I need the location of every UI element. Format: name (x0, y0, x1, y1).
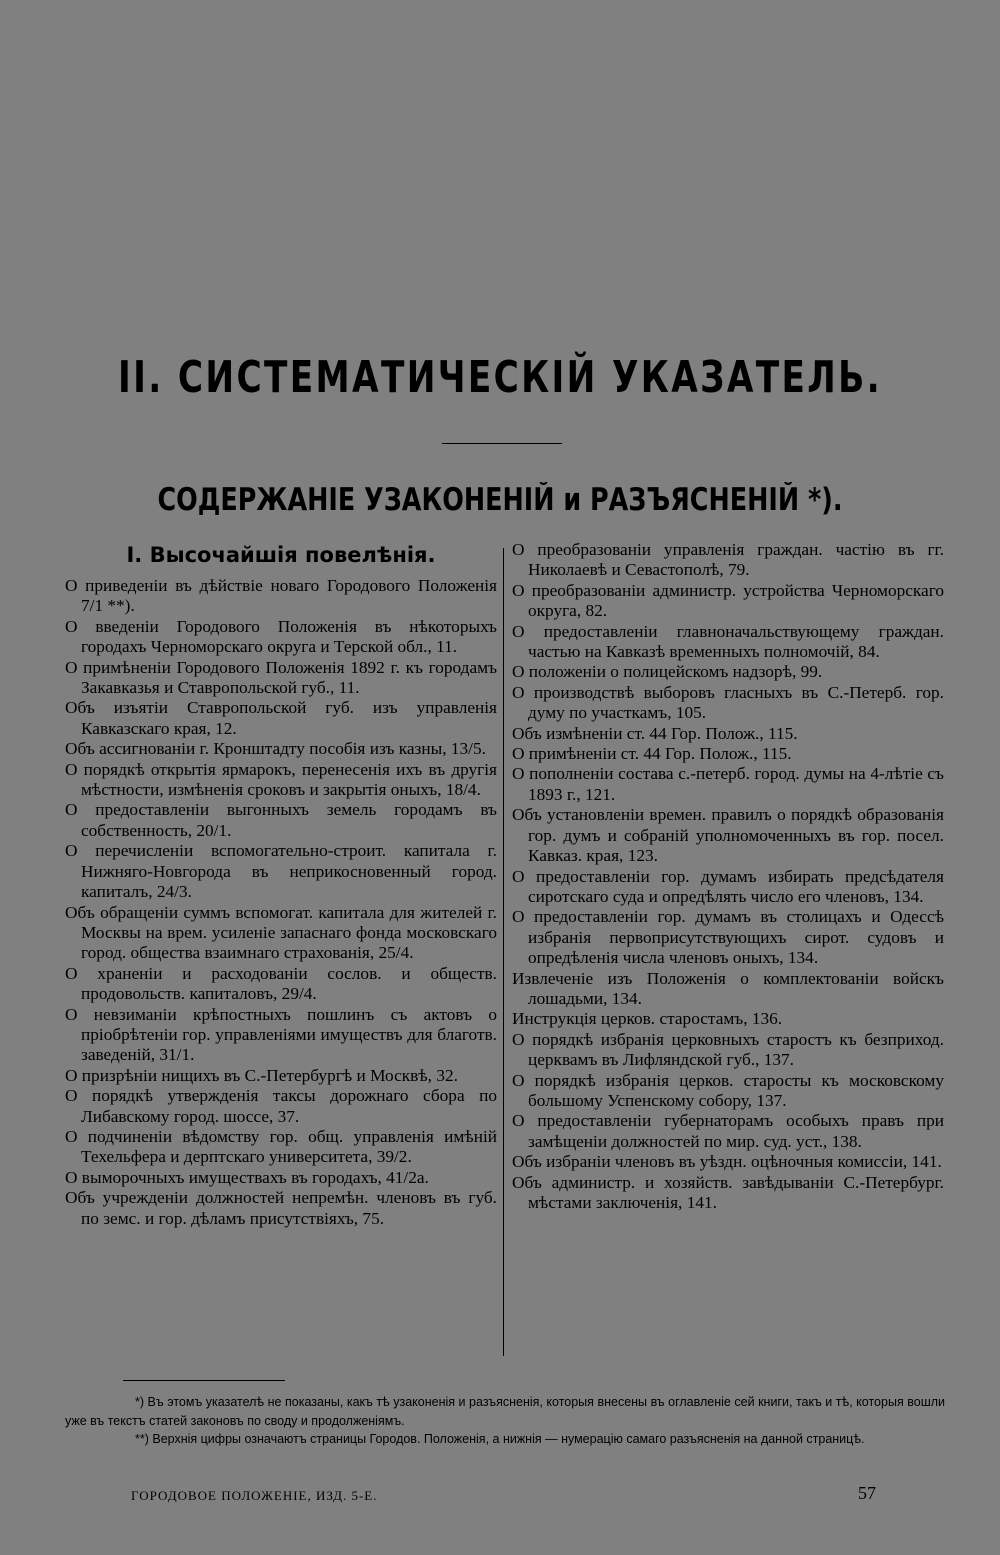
section-title: СОДЕРЖАНІЕ УЗАКОНЕНІЙ и РАЗЪЯСНЕНІЙ *). (157, 482, 843, 518)
index-entry: О перечисленіи вспомогательно-строит. капитала г. Нижняго-Новгорода въ неприкосновенный город. капиталъ, 24/3. (65, 841, 497, 902)
index-entry: О порядкѣ избранія церковныхъ старостъ къ безприход. церквамъ въ Лифляндской губ., 137. (512, 1029, 944, 1070)
footnote: **) Верхнія цифры означаютъ страницы Городов. Положенія, а нижнія — нумерацію самаго разъясненія на данной страницѣ. (135, 1432, 865, 1446)
index-entry: Объ учрежденіи должностей непремѣн. членовъ въ губ. по земс. и гор. дѣламъ присутствіяхъ, 75. (65, 1188, 497, 1228)
index-entry: Объ ассигнованіи г. Кронштадту пособія изъ казны, 13/5. (65, 739, 486, 759)
right-entry-list (512, 540, 944, 1213)
index-entry: Объ измѣненіи ст. 44 Гор. Полож., 115. (512, 723, 798, 743)
index-entry: О подчиненіи вѣдомству гор. общ. управленія имѣній Техельфера и дерптскаго университета, 39/2. (65, 1126, 497, 1167)
index-entry: О примѣненіи Городового Положенія 1892 г. къ городамъ Закавказья и Ставропольской губ., 11. (65, 657, 497, 698)
index-entry: О выморочныхъ имуществахъ въ городахъ, 41/2а. (65, 1167, 429, 1187)
footnote-divider (123, 1380, 285, 1381)
index-entry: О предоставленіи гор. думамъ избирать предсѣдателя сиротскаго суда и опредѣлять число его членовъ, 134. (512, 866, 944, 906)
index-entry: Извлеченіе изъ Положенія о комплектованіи войскъ лошадьми, 134. (512, 968, 944, 1008)
index-entry: Объ обращеніи суммъ вспомогат. капитала для жителей г. Москвы на врем. усиленіе запаснаго фонда московскаго город. общества взаимнаго страхованія, 25/4. (65, 902, 497, 963)
subsection-title: I. Высочайшія повелѣнія. (126, 543, 436, 567)
index-entry: О предоставленіи гор. думамъ въ столицахъ и Одессѣ избранія первоприсутствующихъ сирот. судовъ и опредѣленія числа членовъ оныхъ, 134. (512, 907, 944, 968)
index-entry: О предоставленіи выгонныхъ земель городамъ въ собственность, 20/1. (65, 800, 497, 840)
index-entry: О невзиманіи крѣпостныхъ пошлинъ съ актовъ о пріобрѣтеніи гор. управленіями имуществъ для благотв. заведеній, 31/1. (65, 1004, 497, 1065)
footnotes (65, 1393, 945, 1449)
title-divider (442, 443, 562, 444)
footnote: *) Въ этомъ указателѣ не показаны, какъ тѣ узаконенія и разъясненія, которыя внесены въ оглавленіе сей книги, такъ и тѣ, которыя вошли уже въ текстъ статей законовъ по своду и продолженіямъ. (65, 1395, 945, 1428)
page-number: 57 (858, 1483, 876, 1503)
running-footer: ГОРОДОВОЕ ПОЛОЖЕНІЕ, ИЗД. 5-Е. (131, 1488, 378, 1503)
index-entry: О преобразованіи управленія граждан. частію въ гг. Николаевѣ и Севастополѣ, 79. (512, 540, 944, 580)
index-entry: О порядкѣ избранія церков. старосты къ московскому большому Успенскому собору, 137. (512, 1070, 944, 1110)
index-entry: О призрѣніи нищихъ въ С.-Петербургѣ и Москвѣ, 32. (65, 1065, 458, 1085)
index-entry: О храненіи и расходованіи сослов. и обществ. продовольств. капиталовъ, 29/4. (65, 963, 497, 1004)
left-entry-list (65, 576, 497, 1229)
index-entry: О положеніи о полицейскомъ надзорѣ, 99. (512, 662, 823, 682)
index-entry: О преобразованіи администр. устройства Черноморскаго округа, 82. (512, 580, 944, 621)
part-title: II. СИСТЕМАТИЧЕСКІЙ УКАЗАТЕЛЬ. (118, 352, 882, 403)
index-entry: О порядкѣ утвержденія таксы дорожнаго сбора по Либавскому город. шоссе, 37. (65, 1086, 497, 1126)
index-entry: О приведеніи въ дѣйствіе новаго Городового Положенія 7/1 **). (65, 576, 497, 616)
index-entry: Объ установленіи времен. правилъ о порядкѣ образованія гор. думъ и собраній уполномоченныхъ въ гор. посел. Кавказ. края, 123. (512, 805, 944, 866)
index-entry: О предоставленіи губернаторамъ особыхъ правъ при замѣщеніи должностей по мир. суд. уст., 138. (512, 1111, 944, 1151)
column-divider (503, 548, 504, 1356)
index-entry: Инструкція церков. старостамъ, 136. (512, 1009, 783, 1029)
index-entry: О производствѣ выборовъ гласныхъ въ С.-Петерб. гор. думу по участкамъ, 105. (512, 682, 944, 723)
index-entry: О введеніи Городового Положенія въ нѣкоторыхъ городахъ Черноморскаго округа и Терской обл., 11. (65, 616, 497, 657)
index-entry: О предоставленіи главноначальствующему граждан. частью на Кавказѣ временныхъ полномочій, 84. (512, 621, 944, 662)
index-entry: Объ избраніи членовъ въ уѣздн. оцѣночныя комиссіи, 141. (512, 1152, 942, 1172)
index-entry: О пополненіи состава с.-петерб. город. думы на 4-лѣтіе съ 1893 г., 121. (512, 764, 944, 804)
index-entry: О примѣненіи ст. 44 Гор. Полож., 115. (512, 744, 792, 764)
index-entry: Объ изъятіи Ставропольской губ. изъ управленія Кавказскаго края, 12. (65, 698, 497, 738)
index-entry: О порядкѣ открытія ярмарокъ, перенесенія ихъ въ другія мѣстности, измѣненія сроковъ и закрытія оныхъ, 18/4. (65, 759, 497, 800)
right-column (512, 540, 944, 1213)
index-entry: Объ администр. и хозяйств. завѣдываніи С.-Петербург. мѣстами заключенія, 141. (512, 1172, 944, 1212)
left-column (65, 540, 497, 1229)
